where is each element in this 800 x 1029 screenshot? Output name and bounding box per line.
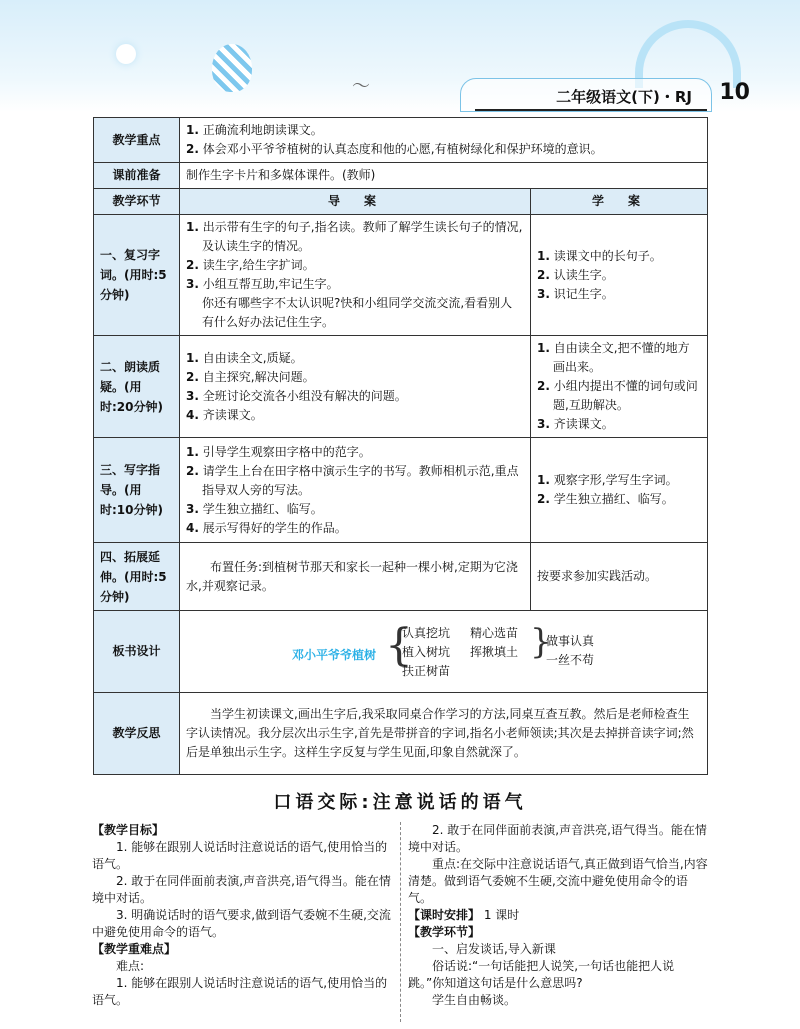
step-3-guide: 1. 引导学生观察田字格中的范字。 2. 请学生上台在田字格中演示生字的书写。教师相机示范,重点指导双人旁的写法。 3. 学生独立描红、临写。 4. 展示写得好的学生的作品。 (180, 438, 531, 543)
table-row (94, 611, 708, 693)
step-1-guide: 1. 出示带有生字的句子,指名读。教师了解学生读长句子的情况,及认读生字的情况。 2. 读生字,给生字扩词。 3. 小组互帮互助,牢记生字。 你还有哪些字不太认识呢?快和小组同学交流交流,看看别人有什么好办法记住生字。 (180, 215, 531, 336)
focus-content: 1. 正确流利地朗读课文。 2. 体会邓小平爷爷植树的认真态度和他的心愿,有植树绿化和保护环境的意识。 (180, 118, 708, 163)
board-col-2: 精心选苗 挥揪填土 (470, 625, 519, 659)
reflection-label: 教学反思 (94, 693, 180, 775)
right-column: 2. 敢于在同伴面前表演,声音洪亮,语气得当。能在情境中对话。 重点:在交际中注意说话语气,真正做到语气恰当,内容清楚。做到语气委婉不生硬,交流中避免使用命令的语气。 【课时安排】 1 课时 【教学环节】 一、启发谈话,导入新课 俗话说:“一句话能把人说笑,一句话也能把人说跳。”你知道这句话是什么意思吗? 学生自由畅谈。 (408, 823, 708, 1007)
step-4-label: 四、拓展延伸。(用时:5分钟) (94, 543, 180, 611)
brace-right: } (530, 621, 552, 662)
table-row (94, 163, 708, 189)
page-number: 10 (719, 80, 750, 105)
guide-header: 导 案 (180, 189, 531, 215)
focus-label: 教学重点 (94, 118, 180, 163)
step-4-study: 按要求参加实践活动。 (531, 543, 708, 611)
hot-air-balloon-icon (212, 44, 252, 92)
table-row (94, 215, 708, 336)
table-row (94, 693, 708, 775)
left-column: 【教学目标】 1. 能够在跟别人说话时注意说话的语气,使用恰当的语气。 2. 敢于在同伴面前表演,声音洪亮,语气得当。能在情境中对话。 3. 明确说话时的语气要求,做到语气委婉不生硬,交流中避免使用命令的语气。 【教学重难点】 难点: 1. 能够在跟别人说话时注意说话的语气,使用恰当的语气。 (92, 823, 391, 1007)
board-label: 板书设计 (94, 611, 180, 693)
step-1-study: 1. 读课文中的长句子。 2. 认读生字。 3. 识记生字。 (531, 215, 708, 336)
step-3-study: 1. 观察字形,学写生字词。 2. 学生独立描红、临写。 (531, 438, 708, 543)
stage-header-label: 教学环节 (94, 189, 180, 215)
table-row (94, 189, 708, 215)
step-3-label: 三、写字指导。(用时:10分钟) (94, 438, 180, 543)
step-2-label: 二、朗读质疑。(用时:20分钟) (94, 336, 180, 438)
column-divider (400, 822, 401, 1022)
board-col-3: 做事认真 一丝不苟 (546, 633, 595, 667)
section-title: 口语交际:注意说话的语气 (273, 792, 527, 813)
brace-left: { (385, 619, 413, 671)
sun-icon (116, 44, 136, 64)
table-row (94, 118, 708, 163)
step-4-guide: 布置任务:到植树节那天和家长一起种一棵小树,定期为它浇水,并观察记录。 (180, 543, 531, 611)
board-design (180, 611, 708, 693)
lesson-plan-table (93, 117, 708, 775)
header-underline (475, 109, 707, 111)
bird-icon: 〜 (352, 76, 370, 97)
prep-content: 制作生字卡片和多媒体课件。(教师) (180, 163, 708, 189)
step-1-label: 一、复习字词。(用时:5分钟) (94, 215, 180, 336)
step-2-study: 1. 自由读全文,把不懂的地方画出来。 2. 小组内提出不懂的词句或问题,互助解决。 3. 齐读课文。 (531, 336, 708, 438)
board-title: 邓小平爷爷植树 (292, 647, 377, 662)
reflection-content: 当学生初读课文,画出生字后,我采取同桌合作学习的方法,同桌互查互教。然后是老师检查生字认读情况。我分层次出示生字,首先是带拼音的字词,指名小老师领读;其次是去掉拼音读字词;然后是单独出示生字。这样生字反复与学生见面,印象自然就深了。 (180, 693, 708, 775)
grade-label: 二年级语文(下)・RJ (556, 88, 692, 106)
board-col-1: 认真挖坑 植入树坑 扶正树苗 (402, 625, 451, 678)
table-row (94, 336, 708, 438)
step-2-guide: 1. 自由读全文,质疑。 2. 自主探究,解决问题。 3. 全班讨论交流各小组没有解决的问题。 4. 齐读课文。 (180, 336, 531, 438)
study-header: 学 案 (531, 189, 708, 215)
table-row (94, 543, 708, 611)
prep-label: 课前准备 (94, 163, 180, 189)
table-row (94, 438, 708, 543)
